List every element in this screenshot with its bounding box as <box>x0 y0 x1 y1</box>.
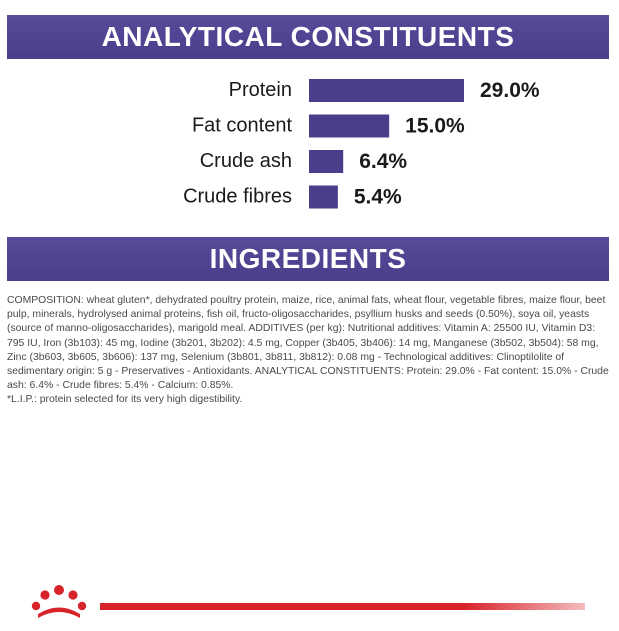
bar <box>309 79 464 102</box>
bar <box>309 150 343 173</box>
analytical-constituents-title: ANALYTICAL CONSTITUENTS <box>101 21 515 52</box>
category-label: Protein <box>228 79 292 101</box>
category-label: Crude fibres <box>183 185 292 208</box>
value-label: 5.4% <box>353 185 402 209</box>
footer <box>0 575 619 631</box>
composition-text: COMPOSITION: wheat gluten*, dehydrated poultry protein, maize, rice, animal fats, wheat flour, vegetable fibres, maize flour, beet pulp, minerals, hydrolysed animal proteins, fish oil, fructo-oligosaccharides, psyllium husks and seeds (0.50%), soya oil, yeasts (source of manno-oligosaccharides), marigold meal. ADDITIVES (per kg): Nutritional additives: Vitamin A: 25500 IU, Vitamin D3: 795 IU, Iron (3b103): 45 mg, Iodine (3b201, 3b202): 4.5 mg, Copper (3b405, 3b406): 14 mg, Manganese (3b502, 3b504): 58 mg, Zinc (3b603, 3b605, 3b606): 137 mg, Selenium (3b801, 3b811, 3b812): 0.08 mg - Technological additives: Clinoptilolite of sedimentary origin: 5 g - Preservatives - Antioxidants. ANALYTICAL CONSTITUENTS: Protein: 29.0% - Fat content: 15.0% - Crude ash: 6.4% - Crude fibres: 5.4% - Calcium: 0.85%. <box>7 295 609 392</box>
analytical-constituents-chart <box>0 70 619 225</box>
bar <box>309 115 389 138</box>
value-label: 29.0% <box>480 79 540 102</box>
ingredients-text-block <box>7 294 611 408</box>
value-label: 6.4% <box>359 150 408 173</box>
royal-canin-crown-icon <box>28 581 90 623</box>
analytical-constituents-banner <box>7 15 609 59</box>
ingredients-banner <box>7 237 609 281</box>
lip-footnote: *L.I.P.: protein selected for its very high digestibility. <box>7 394 243 406</box>
bar <box>309 186 338 209</box>
value-label: 15.0% <box>405 114 465 138</box>
ingredients-title: INGREDIENTS <box>209 243 407 274</box>
category-label: Fat content <box>191 114 292 137</box>
brand-red-line <box>100 603 585 610</box>
category-label: Crude ash <box>199 150 292 172</box>
